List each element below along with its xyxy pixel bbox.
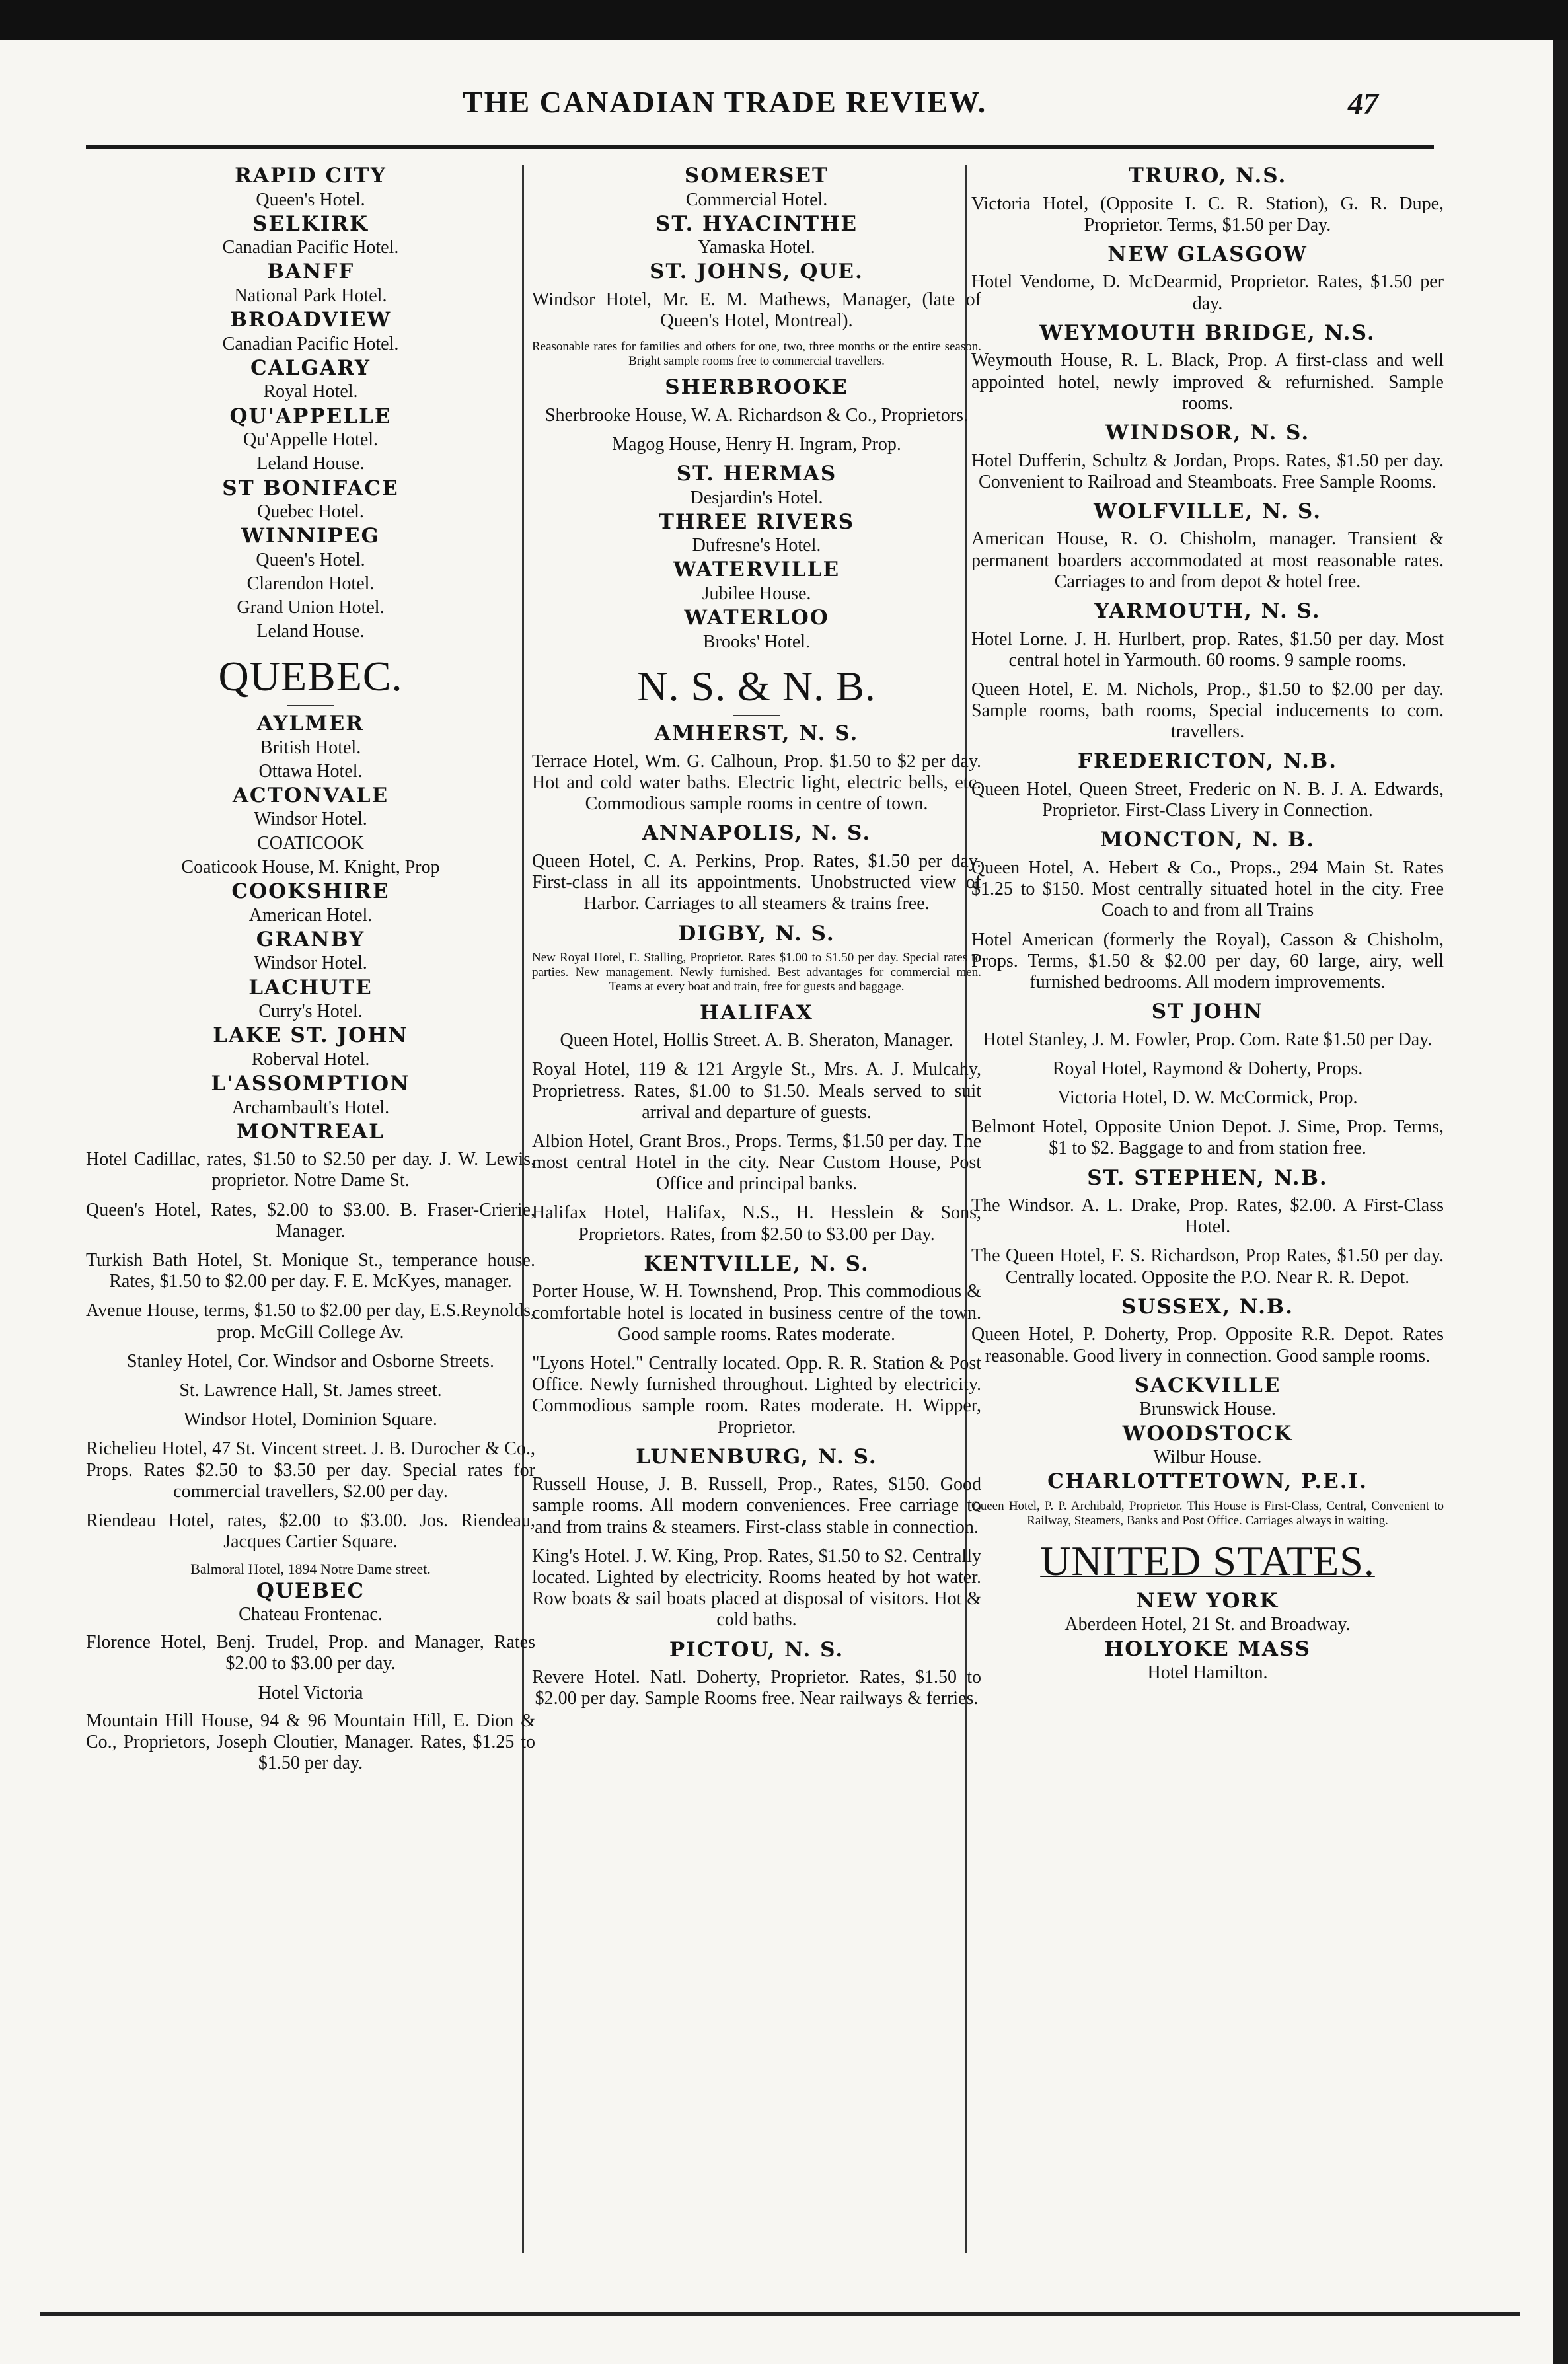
place-heading: SELKIRK xyxy=(252,211,369,236)
place-heading: DIGBY, N. S. xyxy=(678,921,835,945)
section-title: QUEBEC. xyxy=(218,652,403,700)
listing-line: Royal Hotel. xyxy=(263,381,358,402)
section-title: UNITED STATES. xyxy=(1040,1537,1375,1585)
listing-entry: Queen Hotel, C. A. Perkins, Prop. Rates, $1.50 per day. First-class in all its appointments. Unobstructed view of Harbor. Carriages to all steamers & trains free. xyxy=(532,850,981,914)
listing-entry: Queen Hotel, Hollis Street. A. B. Sheraton, Manager. xyxy=(560,1030,953,1051)
listing-line: Roberval Hotel. xyxy=(251,1049,370,1070)
listing-entry: King's Hotel. J. W. King, Prop. Rates, $1.50 to $2. Centrally located. Lighted by electricity. Rooms heated by hot water. Row boats & sail boats placed at disposal of visitors. Hot & cold baths. xyxy=(532,1545,981,1631)
bottom-rule xyxy=(40,2312,1520,2316)
listing-entry: Revere Hotel. Natl. Doherty, Proprietor. Rates, $1.50 to $2.00 per day. Sample Rooms free. Near railways & ferries. xyxy=(532,1667,981,1709)
place-heading: WATERVILLE xyxy=(673,558,840,582)
listing-entry: Stanley Hotel, Cor. Windsor and Osborne Streets. xyxy=(127,1350,494,1372)
place-heading: WEYMOUTH BRIDGE, N.S. xyxy=(1039,320,1376,345)
place-heading: THREE RIVERS xyxy=(658,509,855,534)
place-heading: SOMERSET xyxy=(684,165,829,188)
listing-line: Jubilee House. xyxy=(702,583,811,605)
header-rule xyxy=(86,145,1434,149)
listing-entry: Queen Hotel, P. Doherty, Prop. Opposite R.R. Depot. Rates reasonable. Good livery in connection. Good sample rooms. xyxy=(971,1324,1444,1366)
listing-line: Chateau Frontenac. xyxy=(239,1604,383,1625)
place-heading: ST BONIFACE xyxy=(222,476,399,500)
place-heading: BANFF xyxy=(266,260,355,284)
place-heading: FREDERICTON, N.B. xyxy=(1078,749,1337,774)
listing-entry: American House, R. O. Chisholm, manager. Transient & permanent boarders accommodated at most reasonable rates. Carriages to and from depot & hotel free. xyxy=(971,529,1444,592)
listing-entry: Turkish Bath Hotel, St. Monique St., temperance house. Rates, $1.50 to $2.00 per day. F. E. McKyes, manager. xyxy=(86,1250,535,1292)
listing-entry: Albion Hotel, Grant Bros., Props. Terms, $1.50 per day. The most central Hotel in the city. Near Custom House, Post Office and principal banks. xyxy=(532,1130,981,1195)
listing-entry: Queen Hotel, Queen Street, Frederic on N. B. J. A. Edwards, Proprietor. First-Class Livery in Connection. xyxy=(971,779,1444,821)
listing-entry: Mountain Hill House, 94 & 96 Mountain Hill, E. Dion & Co., Proprietors, Joseph Cloutier, Manager. Rates, $1.25 to $1.50 per day. xyxy=(86,1710,535,1774)
column-3 xyxy=(971,165,1444,2246)
place-heading: QUEBEC xyxy=(256,1578,365,1603)
listing-fine-print: New Royal Hotel, E. Stalling, Proprietor. Rates $1.00 to $1.50 per day. Special rates to parties. New management. Newly furnished. Best advantages for commercial men. Teams at every boat and train, free for guests and baggage. xyxy=(532,951,981,994)
listing-line: Hotel Victoria xyxy=(258,1682,363,1703)
listing-entry: Hotel Dufferin, Schultz & Jordan, Props. Rates, $1.50 per day. Convenient to Railroad and Steamboats. Free Sample Rooms. xyxy=(971,450,1444,492)
place-heading: ANNAPOLIS, N. S. xyxy=(642,821,872,846)
listing-line: Yamaska Hotel. xyxy=(698,237,815,258)
listing-line: Queen's Hotel. xyxy=(256,549,365,570)
listing-fine-print: Queen Hotel, P. P. Archibald, Proprietor. This House is First-Class, Central, Convenient to Railway, Steamers, Banks and Post Office. Carriages always in waiting. xyxy=(971,1498,1444,1528)
place-heading: GRANBY xyxy=(256,927,365,951)
listing-entry: Sherbrooke House, W. A. Richardson & Co., Proprietors. xyxy=(544,404,969,425)
place-heading: ST. STEPHEN, N.B. xyxy=(1087,1165,1328,1190)
listing-entry: Victoria Hotel, (Opposite I. C. R. Station), G. R. Dupe, Proprietor. Terms, $1.50 per Day. xyxy=(971,193,1444,235)
place-heading: AMHERST, N. S. xyxy=(654,721,859,746)
listing-entry: Halifax Hotel, Halifax, N.S., H. Hesslein & Sons, Proprietors. Rates, from $2.50 to $3.00 per Day. xyxy=(532,1202,981,1245)
place-heading: LAKE ST. JOHN xyxy=(213,1023,408,1048)
listing-line: Commercial Hotel. xyxy=(685,189,828,210)
place-heading: NEW YORK xyxy=(1136,1588,1279,1613)
listing-entry: Russell House, J. B. Russell, Prop., Rates, $150. Good sample rooms. All modern conveniences. Free carriage to and from trains & steamers. First-class stable in connection. xyxy=(532,1474,981,1537)
listing-entry: St. Lawrence Hall, St. James street. xyxy=(179,1380,442,1401)
place-heading: BROADVIEW xyxy=(229,308,392,332)
listing-line: Desjardin's Hotel. xyxy=(690,487,823,508)
listing-entry: Windsor Hotel, Dominion Square. xyxy=(184,1409,437,1430)
place-heading: LACHUTE xyxy=(248,975,373,1000)
listing-entry: "Lyons Hotel." Centrally located. Opp. R. R. Station & Post Office. Newly furnished throughout. Lighted by electricity. Commodious sample room. Rates moderate. H. Wipper, Proprietor. xyxy=(532,1352,981,1438)
place-heading: ACTONVALE xyxy=(232,783,389,807)
place-heading: LUNENBURG, N. S. xyxy=(636,1444,877,1469)
place-heading: ST. JOHNS, QUE. xyxy=(650,260,864,284)
listing-entry: Hotel Vendome, D. McDearmid, Proprietor. Rates, $1.50 per day. xyxy=(971,272,1444,314)
section-title: N. S. & N. B. xyxy=(637,662,876,710)
listing-entry: Magog House, Henry H. Ingram, Prop. xyxy=(612,433,901,455)
place-heading: ST JOHN xyxy=(1151,1000,1264,1024)
listing-line: COATICOOK xyxy=(257,832,364,854)
place-heading: WOODSTOCK xyxy=(1122,1421,1293,1446)
place-heading: COOKSHIRE xyxy=(231,879,390,904)
listing-line: Grand Union Hotel. xyxy=(237,597,385,618)
listing-entry: Queen's Hotel, Rates, $2.00 to $3.00. B. Fraser-Crierie, Manager. xyxy=(86,1199,535,1241)
place-heading: KENTVILLE, N. S. xyxy=(644,1251,870,1276)
page-number: 47 xyxy=(1348,87,1378,120)
listing-entry: Weymouth House, R. L. Black, Prop. A first-class and well appointed hotel, newly improved & refurnished. Sample rooms. xyxy=(971,350,1444,414)
place-heading: SUSSEX, N.B. xyxy=(1121,1294,1294,1319)
section-rule xyxy=(287,705,334,706)
column-1 xyxy=(86,165,535,2246)
listing-line: Dufresne's Hotel. xyxy=(692,535,821,556)
place-heading: HOLYOKE MASS xyxy=(1103,1637,1312,1661)
listing-entry: Hotel American (formerly the Royal), Casson & Chisholm, Props. Terms, $1.50 & $2.00 per day, 60 large, airy, well furnished bedrooms. All modern improvements. xyxy=(971,929,1444,992)
place-heading: NEW GLASGOW xyxy=(1107,242,1308,266)
listing-entry: Richelieu Hotel, 47 St. Vincent street. J. B. Durocher & Co., Props. Rates $2.50 to $3.50 per day. Special rates for commercial travellers, $2.00 per day. xyxy=(86,1438,535,1502)
place-heading: L'ASSOMPTION xyxy=(211,1071,410,1095)
listing-entry: Queen Hotel, E. M. Nichols, Prop., $1.50 to $2.00 per day. Sample rooms, bath rooms, Special inducements to com. travellers. xyxy=(971,679,1444,743)
place-heading: WOLFVILLE, N. S. xyxy=(1094,499,1322,523)
listing-entry: Victoria Hotel, D. W. McCormick, Prop. xyxy=(1057,1087,1358,1108)
place-heading: CHARLOTTETOWN, P.E.I. xyxy=(1047,1469,1368,1494)
scan-top-border xyxy=(0,0,1568,40)
listing-entry: Hotel Lorne. J. H. Hurlbert, prop. Rates, $1.50 per day. Most central hotel in Yarmouth. 60 rooms. 9 sample rooms. xyxy=(971,628,1444,671)
place-heading: HALIFAX xyxy=(700,1000,813,1025)
place-heading: QU'APPELLE xyxy=(229,404,392,428)
listing-entry: Porter House, W. H. Townshend, Prop. This commodious & comfortable hotel is located in business centre of the town. Good sample rooms. Rates moderate. xyxy=(532,1281,981,1345)
listing-line: Ottawa Hotel. xyxy=(258,760,363,782)
place-heading: MONCTON, N. B. xyxy=(1100,828,1316,852)
place-heading: CALGARY xyxy=(250,355,371,380)
listing-fine-print: Reasonable rates for families and others for one, two, three months or the entire season. Bright sample rooms free to commercial travellers. xyxy=(532,340,981,369)
listing-line: Brunswick House. xyxy=(1139,1399,1276,1420)
listing-entry: Avenue House, terms, $1.50 to $2.00 per day, E.S.Reynolds, prop. McGill College Av. xyxy=(86,1300,535,1343)
running-title: THE CANADIAN TRADE REVIEW. xyxy=(463,85,987,119)
listing-line: Windsor Hotel. xyxy=(254,953,367,974)
listing-entry: Terrace Hotel, Wm. G. Calhoun, Prop. $1.50 to $2 per day. Hot and cold water baths. Electric light, electric bells, etc. Commodious sample rooms in centre of town. xyxy=(532,751,981,815)
listing-line: Brooks' Hotel. xyxy=(702,631,811,652)
listing-line: Windsor Hotel. xyxy=(254,809,367,830)
place-heading: PICTOU, N. S. xyxy=(669,1637,844,1662)
listing-line: Canadian Pacific Hotel. xyxy=(222,333,399,354)
listing-entry: Windsor Hotel, Mr. E. M. Mathews, Manager, (late of Queen's Hotel, Montreal). xyxy=(532,289,981,332)
place-heading: YARMOUTH, N. S. xyxy=(1094,599,1321,623)
listing-line: Hotel Hamilton. xyxy=(1147,1662,1268,1683)
place-heading: AYLMER xyxy=(256,712,365,736)
listing-line: Canadian Pacific Hotel. xyxy=(222,237,399,258)
place-heading: SACKVILLE xyxy=(1134,1373,1281,1397)
listing-line: Qu'Appelle Hotel. xyxy=(243,429,379,451)
listing-entry: Royal Hotel, 119 & 121 Argyle St., Mrs. A. J. Mulcahy, Proprietress. Rates, $1.00 to $1.50. Meals served to suit arrival and departure of guests. xyxy=(532,1059,981,1123)
place-heading: WINNIPEG xyxy=(241,524,380,548)
column-2 xyxy=(532,165,981,2246)
listing-entry: The Windsor. A. L. Drake, Prop. Rates, $2.00. A First-Class Hotel. xyxy=(971,1195,1444,1237)
listing-line: American Hotel. xyxy=(248,905,373,926)
listing-line: National Park Hotel. xyxy=(234,285,387,307)
place-heading: SHERBROOKE xyxy=(665,375,848,400)
scan-right-border xyxy=(1553,40,1568,2364)
listing-entry: Riendeau Hotel, rates, $2.00 to $3.00. Jos. Riendeau, Jacques Cartier Square. xyxy=(86,1510,535,1553)
place-heading: ST. HYACINTHE xyxy=(655,211,858,236)
place-heading: ST. HERMAS xyxy=(676,462,837,486)
listing-entry: Hotel Stanley, J. M. Fowler, Prop. Com. Rate $1.50 per Day. xyxy=(983,1029,1433,1050)
section-rule xyxy=(733,715,780,716)
listing-line: Queen's Hotel. xyxy=(256,189,365,210)
place-heading: MONTREAL xyxy=(237,1119,385,1144)
listing-line: Archambault's Hotel. xyxy=(231,1097,390,1118)
listing-entry: Queen Hotel, A. Hebert & Co., Props., 294 Main St. Rates $1.25 to $150. Most centrally situated hotel in the city. Free Coach to and from all Trains xyxy=(971,857,1444,921)
listing-entry: Florence Hotel, Benj. Trudel, Prop. and Manager, Rates $2.00 to $3.00 per day. xyxy=(86,1632,535,1674)
listing-line: Aberdeen Hotel, 21 St. and Broadway. xyxy=(1064,1614,1351,1635)
listing-line: Leland House. xyxy=(256,453,365,474)
listing-entry: Royal Hotel, Raymond & Doherty, Props. xyxy=(1052,1058,1363,1079)
listing-entry: Hotel Cadillac, rates, $1.50 to $2.50 per day. J. W. Lewis, proprietor. Notre Dame St. xyxy=(86,1149,535,1191)
page-header xyxy=(0,78,1520,131)
listing-line: Leland House. xyxy=(256,621,365,642)
listing-line: Curry's Hotel. xyxy=(258,1001,363,1022)
listing-line: Quebec Hotel. xyxy=(257,501,364,523)
place-heading: TRURO, N.S. xyxy=(1128,165,1287,188)
listing-small: Balmoral Hotel, 1894 Notre Dame street. xyxy=(190,1561,431,1578)
place-heading: WATERLOO xyxy=(684,606,829,630)
listing-entry: The Queen Hotel, F. S. Richardson, Prop Rates, $1.50 per day. Centrally located. Opposite the P.O. Near R. R. Depot. xyxy=(971,1245,1444,1288)
place-heading: RAPID CITY xyxy=(235,165,387,188)
listing-line: Coaticook House, M. Knight, Prop xyxy=(181,856,440,877)
listing-line: Clarendon Hotel. xyxy=(246,573,375,595)
listing-entry: Belmont Hotel, Opposite Union Depot. J. Sime, Prop. Terms, $1 to $2. Baggage to and from station free. xyxy=(971,1117,1444,1159)
listing-line: British Hotel. xyxy=(260,737,361,758)
place-heading: WINDSOR, N. S. xyxy=(1105,420,1310,445)
listing-line: Wilbur House. xyxy=(1153,1447,1262,1468)
